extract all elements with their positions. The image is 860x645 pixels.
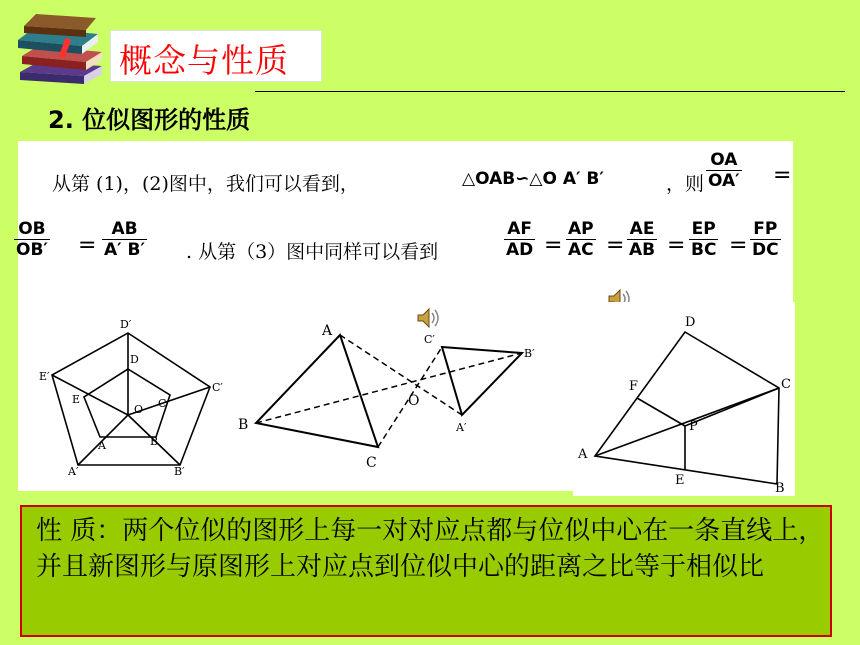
equals-sign: =	[78, 233, 97, 258]
line2-text: . 从第（3）图中同样可以看到	[186, 241, 439, 263]
fig1-label-b2: B′	[174, 465, 185, 478]
fraction-ae-den: AB	[629, 240, 656, 260]
fig1-label-a2: A′	[68, 465, 79, 478]
fraction-ob-den: OB′	[16, 240, 48, 260]
fig3-label-p: P	[689, 419, 698, 434]
property-note-text: 性 质：两个位似的图形上每一对对应点都与位似中心在一条直线上，并且新图形与原图形上对应点到位似中心的距离之比等于相似比	[36, 516, 825, 582]
equals-sign: =	[667, 233, 686, 258]
fig2-label-a2: A′	[456, 421, 467, 434]
quadrilateral-figure	[573, 302, 795, 496]
fig1-label-d2: D′	[120, 318, 132, 331]
fig1-label-e2: E′	[39, 370, 50, 383]
equals-sign: =	[544, 233, 563, 258]
fig3-label-b: B	[775, 481, 785, 496]
fig2-label-o: O	[408, 393, 420, 409]
fig1-label-b: B	[150, 435, 159, 448]
fig1-label-c: C	[158, 397, 167, 410]
books-icon	[12, 10, 112, 90]
page-title: 概念与性质	[119, 41, 289, 80]
fraction-ob-num: OB	[18, 219, 46, 239]
fraction-fp	[750, 219, 781, 260]
fraction-ae	[627, 219, 657, 260]
fraction-fp-den: DC	[752, 240, 779, 260]
fraction-ab-num: AB	[111, 219, 138, 239]
quadrilateral-figure-panel	[573, 302, 795, 496]
fraction-ep-num: EP	[691, 219, 716, 239]
fig3-label-a: A	[578, 447, 588, 462]
fraction-ap-num: AP	[568, 219, 594, 239]
fraction-ap-den: AC	[568, 240, 594, 260]
fig2-label-b2: B′	[524, 347, 535, 360]
fraction-ep	[689, 219, 718, 260]
fig3-label-c: C	[781, 377, 791, 392]
fig2-label-c: C	[366, 455, 377, 471]
pentagon-figure	[38, 313, 238, 483]
equals-sign: =	[729, 233, 748, 258]
fraction-fp-num: FP	[753, 219, 778, 239]
triangle-figure	[230, 319, 560, 489]
fig3-label-f: F	[629, 379, 639, 394]
fig1-label-e: E	[72, 393, 81, 406]
property-note-box	[20, 505, 832, 637]
fraction-oa-num: OA	[710, 150, 738, 170]
fig1-label-a: A	[98, 439, 106, 452]
equals-sign: =	[606, 233, 625, 258]
fraction-ap	[566, 219, 596, 260]
equals-sign: =	[773, 163, 792, 188]
fig2-label-b: B	[238, 417, 249, 433]
fraction-ab-den: A′ B′	[104, 240, 145, 260]
fraction-ob	[14, 219, 50, 260]
line1-text: 从第 (1)，(2)图中，我们可以看到，	[52, 173, 359, 195]
title-box	[110, 30, 322, 82]
fig1-label-c2: C′	[212, 381, 223, 394]
fig3-label-d: D	[685, 315, 696, 330]
section-heading: 2. 位似图形的性质	[48, 106, 251, 134]
fraction-ae-num: AE	[629, 219, 655, 239]
fraction-af-den: AD	[506, 240, 534, 260]
fig2-label-c2: C′	[424, 333, 435, 346]
speaker-icon[interactable]	[416, 307, 442, 329]
fraction-af	[504, 219, 535, 260]
fraction-ab	[102, 219, 147, 260]
then-text: ，则	[666, 173, 705, 195]
fraction-af-num: AF	[507, 219, 533, 239]
fig2-label-a: A	[322, 323, 333, 339]
fig1-label-o: O	[134, 403, 144, 416]
fraction-oa-den: OA′	[708, 171, 740, 191]
fraction-oa	[706, 150, 742, 191]
fraction-ep-den: BC	[691, 240, 717, 260]
fig1-label-d: D	[130, 353, 139, 366]
fig3-label-e: E	[675, 473, 685, 488]
similar-statement: △OAB∽△O A′ B′	[462, 169, 604, 189]
title-underline	[255, 91, 845, 92]
